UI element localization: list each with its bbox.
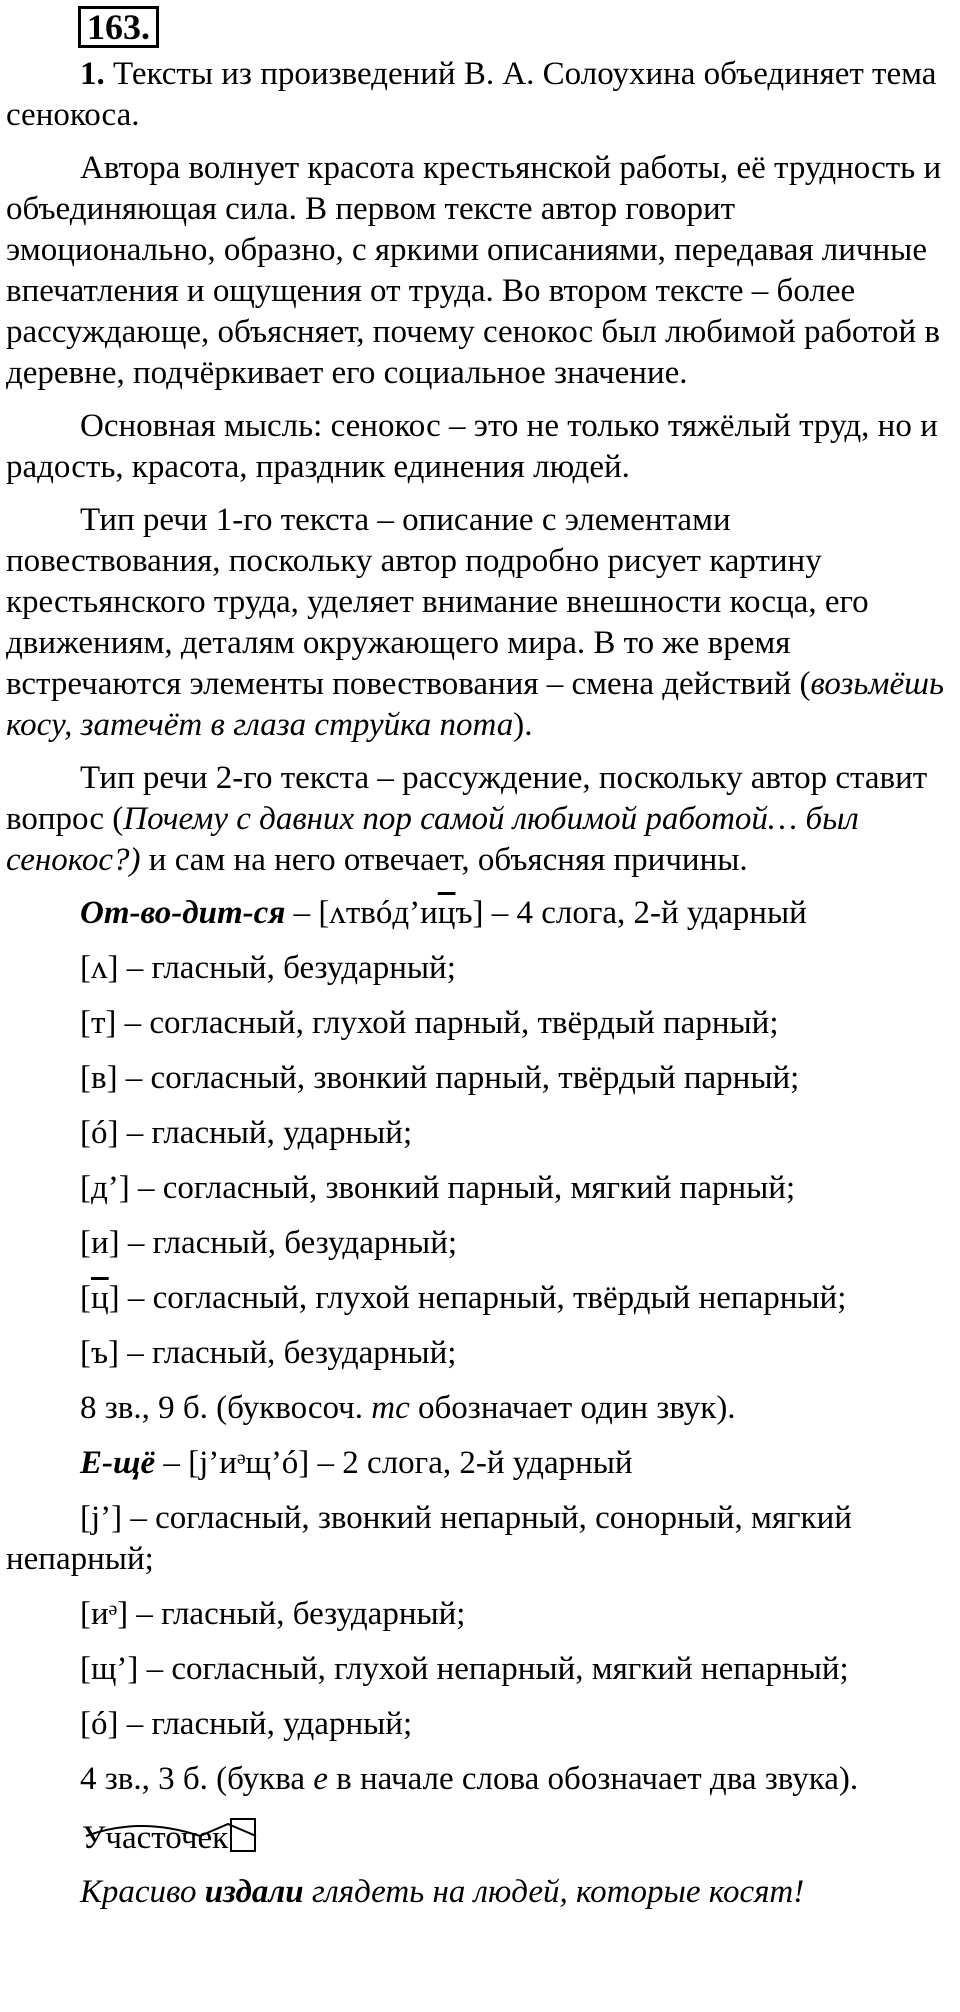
- paragraph-speech-type-1: [6, 500, 946, 746]
- sound-line: [и] – гласный, безударный;: [80, 1225, 458, 1261]
- phonetic-2-word: Е-щё: [80, 1445, 156, 1481]
- sound-description: ] – согласный, глухой непарный, твёрдый непарный;: [108, 1280, 847, 1316]
- intro-paragraph: [6, 54, 946, 136]
- summary-end: обозначает один звук).: [409, 1390, 736, 1426]
- sound-line: [т] – согласный, глухой парный, твёрдый парный;: [80, 1005, 779, 1041]
- speech-type-2-end: и сам на него отвечает, объясняя причины.: [140, 842, 748, 878]
- speech-type-1-end: ).: [513, 707, 533, 743]
- sound-line: [6, 1278, 946, 1319]
- sound-line: [иᵊ] – гласный, безударный;: [80, 1596, 466, 1632]
- morpheme-analysis: [80, 1818, 256, 1866]
- summary-start: 8 зв., 9 б. (буквосоч.: [80, 1390, 372, 1426]
- sound-bracket-open: [: [80, 1280, 91, 1316]
- sound-line: [д’] – согласный, звонкий парный, мягкий парный;: [80, 1170, 796, 1206]
- final-sentence-start: Красиво: [80, 1874, 205, 1910]
- final-sentence: [6, 1872, 946, 1913]
- speech-type-2-text: Тип речи 2-го текста – рассуждение, поскольку автор ставит вопрос (: [6, 760, 928, 837]
- morpheme-word: Участочек: [82, 1820, 229, 1856]
- phonetic-1-transcription-over: ц: [437, 895, 456, 931]
- sound-line: [в] – согласный, звонкий парный, твёрдый парный;: [80, 1060, 800, 1096]
- summary-italic: тс: [371, 1390, 410, 1426]
- summary-start: 4 зв., 3 б. (буква: [80, 1761, 314, 1797]
- phonetic-2-heading: [6, 1443, 946, 1484]
- phonetic-2-transcription: – [j’иᵊщ’ó] – 2 слога, 2-й ударный: [155, 1445, 633, 1481]
- summary-end: в начале слова обозначает два звука).: [327, 1761, 859, 1797]
- final-sentence-bold: издали: [204, 1874, 304, 1910]
- phonetic-1-transcription-end: ъ] – 4 слога, 2-й ударный: [455, 895, 807, 931]
- speech-type-1-text: Тип речи 1-го текста – описание с элементами повествования, поскольку автор подробно рисует картину крестьянского труда, уделяет внимание внешности косца, его движениям, деталям окружающего мира. В то же время встречаются элементы повествования – смена действий (: [6, 502, 869, 702]
- task-number: 163.: [78, 6, 159, 48]
- sound-line: [ʌ] – гласный, безударный;: [80, 950, 456, 986]
- sound-line: [ó] – гласный, ударный;: [80, 1706, 413, 1742]
- phonetic-1-heading: [6, 893, 946, 934]
- phonetic-1-transcription-start: – [ʌтвóд’и: [285, 895, 438, 931]
- phonetic-2-summary: [6, 1759, 946, 1800]
- speech-type-2-quote: Почему с давних пор самой любимой работой… был сенокос?): [6, 801, 859, 878]
- sound-letter-overlined: ц: [91, 1280, 109, 1316]
- paragraph-main-idea: Основная мысль: сенокос – это не только тяжёлый труд, но и радость, красота, праздник единения людей.: [6, 408, 938, 485]
- intro-number: 1.: [80, 56, 105, 92]
- sound-line: [щ’] – согласный, глухой непарный, мягкий непарный;: [80, 1651, 849, 1687]
- paragraph-speech-type-2: [6, 758, 946, 881]
- summary-italic: е: [313, 1761, 328, 1797]
- phonetic-2-sound-list: [6, 1498, 946, 1745]
- phonetic-1-summary: [6, 1388, 946, 1429]
- sound-line: [ъ] – гласный, безударный;: [80, 1335, 457, 1371]
- intro-text: Тексты из произведений В. А. Солоухина объединяет тема сенокоса.: [6, 56, 937, 133]
- paragraph-author-concern: Автора волнует красота крестьянской работы, её трудность и объединяющая сила. В первом тексте автор говорит эмоционально, образно, с яркими описаниями, передавая личные впечатления и ощущения от труда. Во втором тексте – более рассуждающе, объясняет, почему сенокос был любимой работой в деревне, подчёркивает его социальное значение.: [6, 150, 942, 391]
- phonetic-1-word: От-во-дит-ся: [80, 895, 286, 931]
- final-sentence-end: глядеть на людей, которые косят!: [303, 1874, 805, 1910]
- phonetic-1-sound-list: [6, 948, 946, 1374]
- sound-line: [ó] – гласный, ударный;: [80, 1115, 413, 1151]
- sound-line: [j’] – согласный, звонкий непарный, сонорный, мягкий непарный;: [6, 1500, 852, 1577]
- speech-type-1-quote: возьмёшь косу, затечёт в глаза струйка пота: [6, 666, 945, 743]
